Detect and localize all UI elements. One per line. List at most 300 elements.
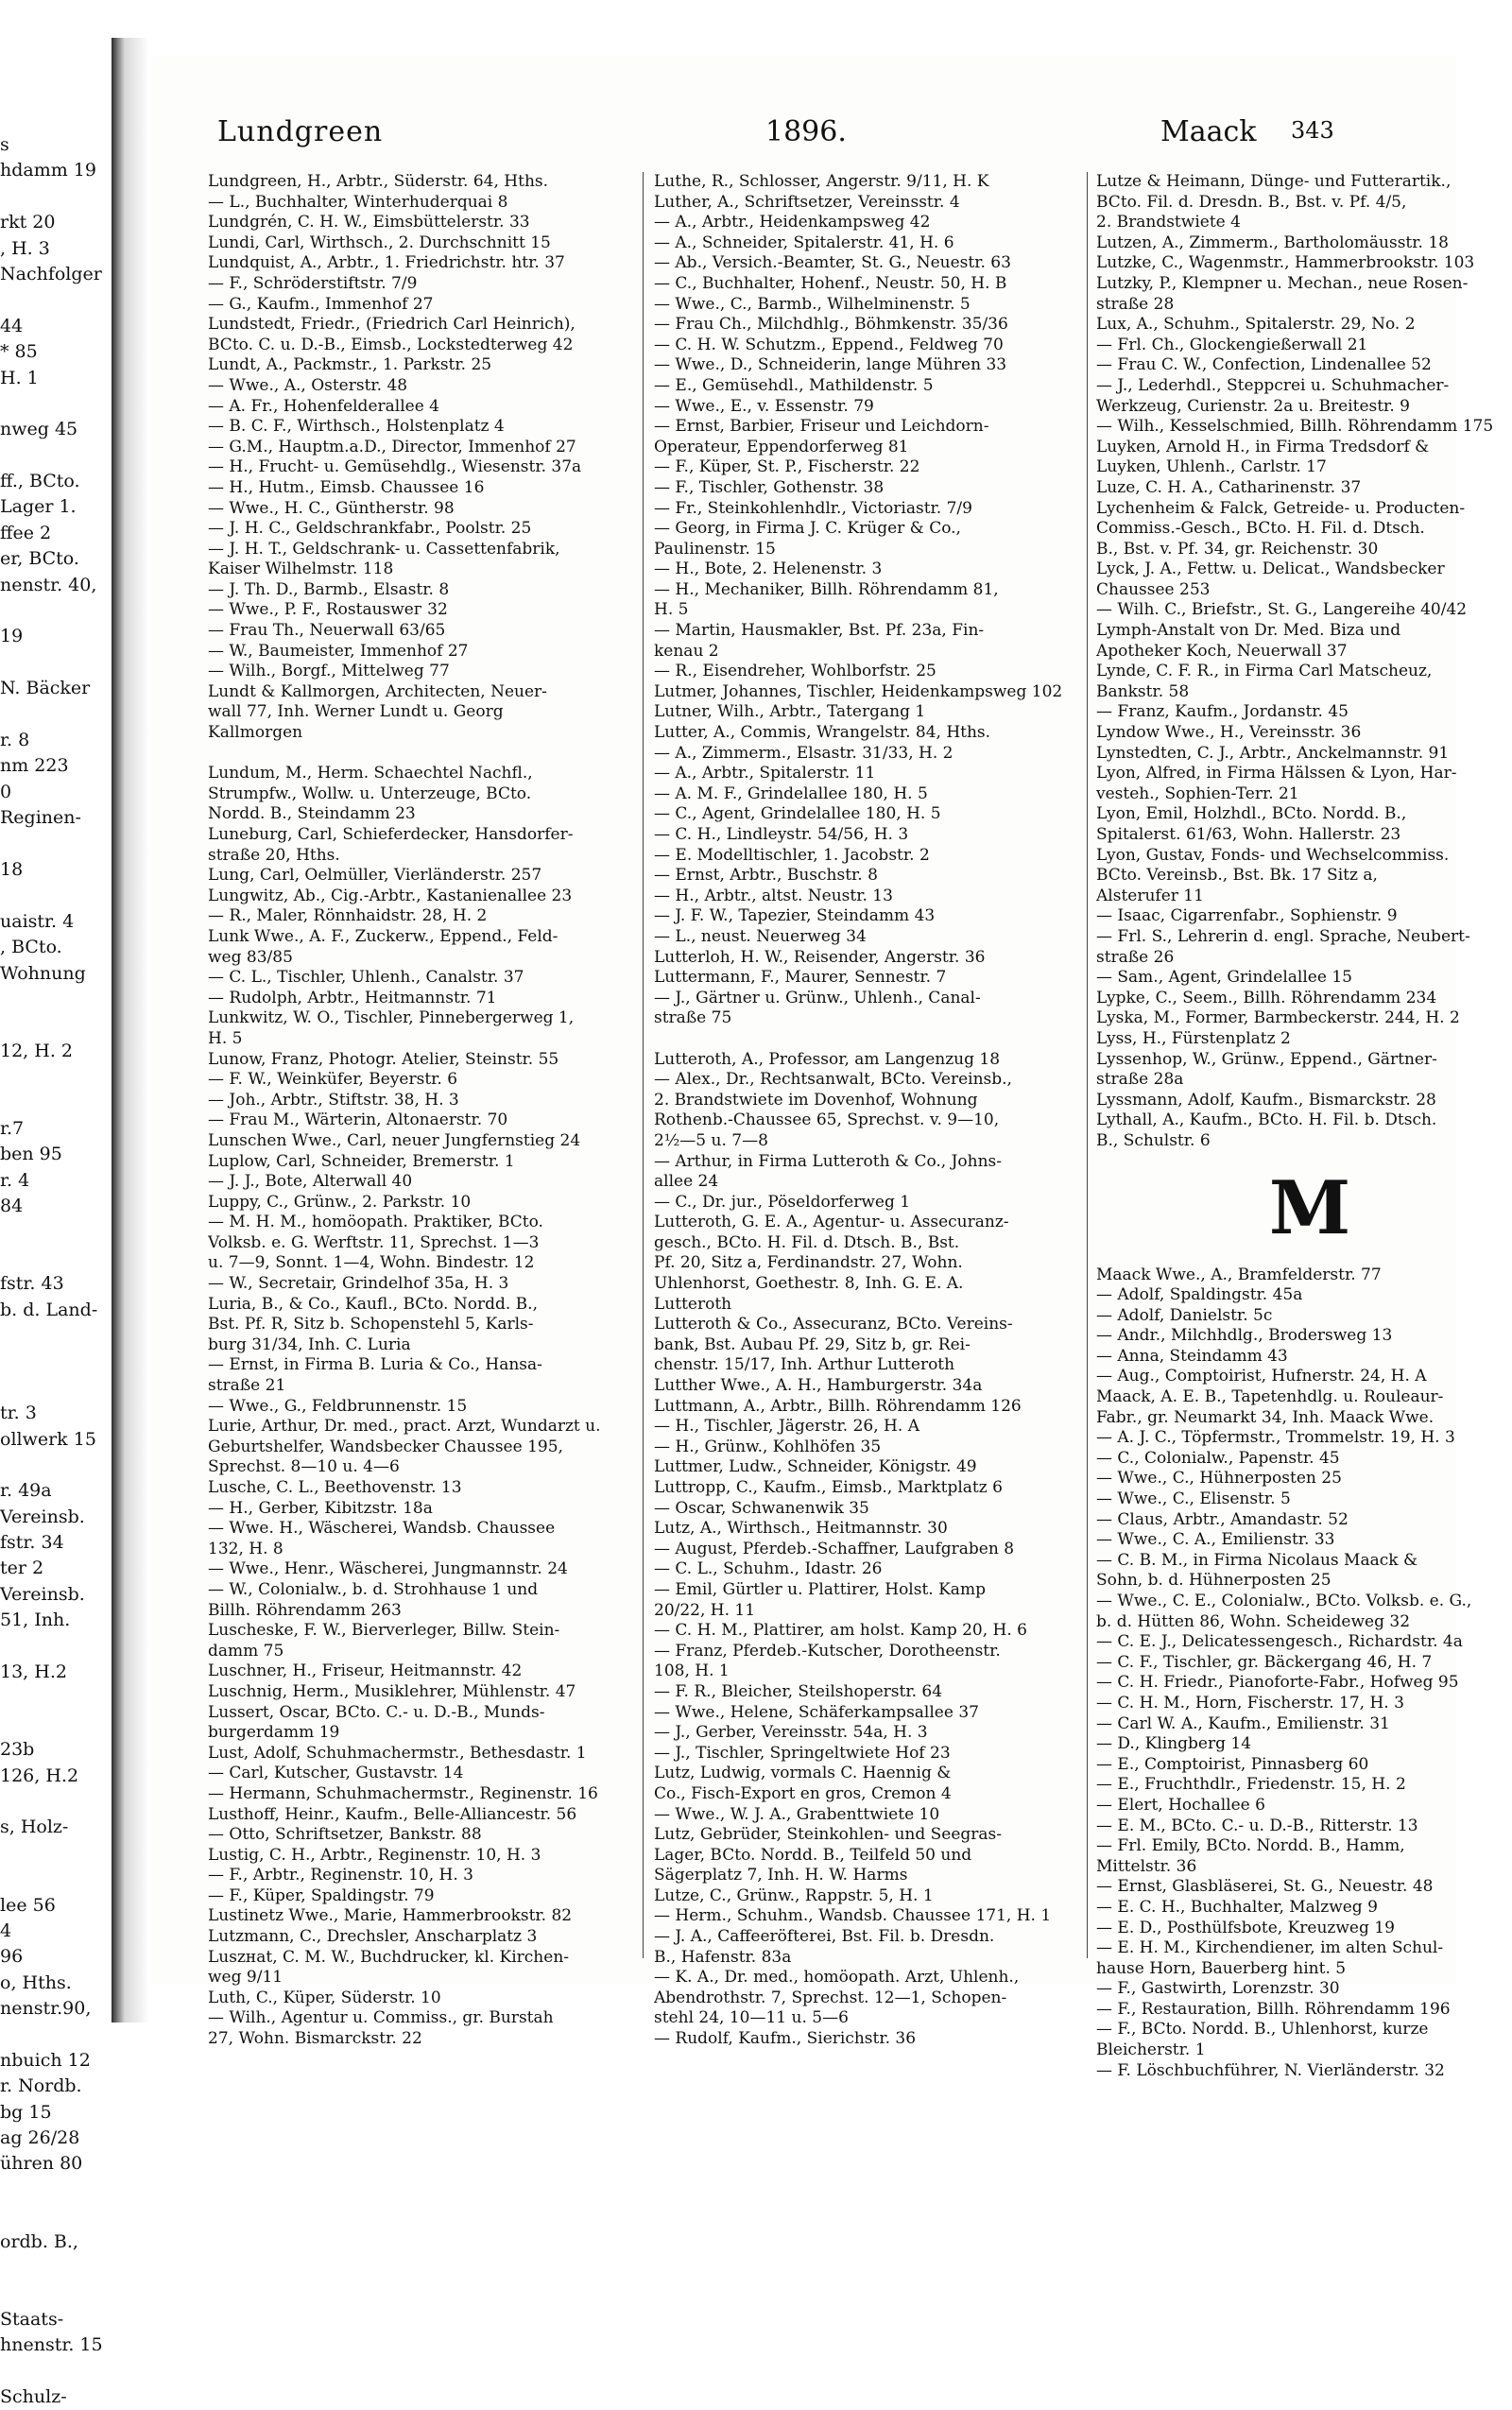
directory-entry-line: — Frau Th., Neuerwall 63/65: [208, 621, 446, 641]
directory-entry-line: Lutzen, A., Zimmerm., Bartholomäusstr. 18: [1096, 232, 1449, 252]
directory-entry-line: Bankstr. 58: [1096, 681, 1190, 701]
prev-page-line: Nachfolger: [0, 263, 102, 284]
directory-entry-line: — Joh., Arbtr., Stiftstr. 38, H. 3: [208, 1090, 459, 1110]
prev-page-line: [0, 2359, 123, 2384]
directory-entry-line: — C. E. J., Delicatessengesch., Richardstr. 4a: [1096, 1632, 1463, 1652]
prev-page-line: uaistr. 4: [0, 910, 75, 932]
prev-page-line: [0, 1012, 123, 1038]
directory-entry-line: — Andr., Milchhdlg., Brodersweg 13: [1096, 1326, 1393, 1346]
directory-entry-line: H. 5: [654, 600, 689, 620]
directory-entry-line: — Frau C. W., Confection, Lindenallee 52: [1096, 355, 1432, 375]
prev-page-line: nweg 45: [0, 419, 78, 440]
directory-entry-line: Werkzeug, Curienstr. 2a u. Breitestr. 9: [1096, 396, 1410, 416]
prev-page-line: r. 4: [0, 1169, 30, 1191]
directory-entry-line: — Ernst, Barbier, Friseur und Leichdorn-: [654, 417, 989, 437]
directory-entry-line: — Hermann, Schuhmachermstr., Reginenstr. 16: [208, 1783, 598, 1803]
directory-entry-line: Lyon, Emil, Holzhdl., BCto. Nordd. B.,: [1096, 804, 1407, 824]
directory-entry-line: Luttropp, C., Kaufm., Eimsb., Marktplatz 6: [654, 1478, 1003, 1497]
prev-page-line: er, BCto.: [0, 548, 79, 570]
directory-entry-line: — Claus, Arbtr., Amandastr. 52: [1096, 1509, 1349, 1529]
directory-entry-line: — R., Maler, Rönnhaidstr. 28, H. 2: [208, 906, 488, 926]
directory-entry-line: Kaiser Wilhelmstr. 118: [208, 559, 394, 579]
directory-entry-line: Fabr., gr. Neumarkt 34, Inh. Maack Wwe.: [1096, 1407, 1435, 1427]
directory-entry-line: — C. H. Friedr., Pianoforte-Fabr., Hofweg 95: [1096, 1673, 1459, 1693]
directory-entry-line: — Wilh., Agentur u. Commiss., gr. Burstah: [208, 2008, 554, 2028]
column-3: [1096, 172, 1512, 2081]
directory-entry-line: — Anna, Steindamm 43: [1096, 1346, 1288, 1366]
prev-page-line: [0, 184, 123, 210]
directory-entry-line: — F., Schröderstiftstr. 7/9: [208, 273, 418, 293]
prev-page-line: [0, 1064, 123, 1090]
directory-entry-line: Luschner, H., Friseur, Heitmannstr. 42: [208, 1661, 523, 1681]
directory-entry-line: Lutmer, Johannes, Tischler, Heidenkampsweg 102: [654, 681, 1063, 701]
directory-entry-line: Sprechst. 8—10 u. 4—6: [208, 1457, 400, 1477]
prev-page-line: [0, 2203, 123, 2229]
directory-entry-line: straße 75: [654, 1008, 732, 1028]
prev-page-line: [0, 1867, 123, 1892]
directory-entry-line: Lundgreen, H., Arbtr., Süderstr. 64, Hths.: [208, 172, 549, 191]
directory-entry-line: — Ernst, Arbtr., Buschstr. 8: [654, 866, 878, 886]
prev-page-line: [0, 287, 123, 313]
directory-entry-line: 2. Brandstwiete im Dovenhof, Wohnung: [654, 1090, 978, 1110]
directory-entry-line: — F. W., Weinküfer, Beyerstr. 6: [208, 1070, 458, 1090]
prev-page-line: 51, Inh.: [0, 1610, 71, 1631]
prev-page-line: Reginen-: [0, 807, 81, 829]
directory-entry-line: Luther, A., Schriftsetzer, Vereinsstr. 4: [654, 192, 960, 212]
prev-page-line: N. Bäcker: [0, 678, 91, 699]
directory-entry-line: bank, Bst. Aubau Pf. 29, Sitz b, gr. Rei-: [654, 1334, 971, 1354]
prev-page-line: 13, H.2: [0, 1661, 67, 1683]
directory-entry-line: Lychenheim & Falck, Getreide- u. Producten-: [1096, 498, 1466, 518]
prev-page-line: ffee 2: [0, 522, 52, 543]
directory-entry-line: Luria, B., & Co., Kaufl., BCto. Nordd. B.,: [208, 1294, 538, 1314]
directory-entry-line: — F. Löschbuchführer, N. Vierländerstr. 32: [1096, 2060, 1445, 2080]
directory-entry-line: Lyon, Gustav, Fonds- und Wechselcommiss.: [1096, 845, 1450, 865]
directory-entry-line: — Franz, Pferdeb.-Kutscher, Dorotheenstr.: [654, 1641, 1001, 1661]
directory-entry-line: straße 28a: [1096, 1070, 1184, 1090]
prev-page-line: [0, 2023, 123, 2048]
directory-entry-line: Lunschen Wwe., Carl, neuer Jungfernstieg 24: [208, 1130, 581, 1150]
directory-entry-line: — Ernst, Glasbläserei, St. G., Neuestr. 48: [1096, 1877, 1434, 1897]
directory-entry-line: — H., Arbtr., altst. Neustr. 13: [654, 886, 893, 905]
prev-page-line: Staats-: [0, 2308, 64, 2330]
directory-entry-line: — L., Buchhalter, Winterhuderquai 8: [208, 192, 508, 212]
directory-entry-line: Lypke, C., Seem., Billh. Röhrendamm 234: [1096, 988, 1437, 1007]
directory-entry-line: Luth, C., Küper, Süderstr. 10: [208, 1988, 441, 2007]
directory-entry-line: Lunk Wwe., A. F., Zuckerw., Eppend., Feld-: [208, 926, 558, 946]
directory-entry-line: Volksb. e. G. Werftstr. 11, Sprechst. 1—3: [208, 1232, 540, 1252]
directory-entry-line: Geburtshelfer, Wandsbecker Chaussee 195,: [208, 1437, 563, 1456]
prev-page-line: nenstr.90,: [0, 1998, 92, 2020]
directory-entry-line: — W., Secretair, Grindelhof 35a, H. 3: [208, 1274, 509, 1294]
directory-entry-line: BCto. Fil. d. Dresdn. B., Bst. v. Pf. 4/5,: [1096, 192, 1407, 212]
directory-entry-line: Sägerplatz 7, Inh. H. W. Harms: [654, 1866, 908, 1885]
prev-page-line: [0, 1090, 123, 1115]
directory-entry-line: — Elert, Hochallee 6: [1096, 1795, 1265, 1815]
directory-entry-line: Lyck, J. A., Fettw. u. Delicat., Wandsbecker: [1096, 559, 1445, 579]
directory-entry-line: — Wwe., E., v. Essenstr. 79: [654, 396, 874, 416]
directory-entry-line: — M. H. M., homöopath. Praktiker, BCto.: [208, 1213, 543, 1232]
directory-entry-line: Lung, Carl, Oelmüller, Vierländerstr. 257: [208, 866, 542, 886]
directory-entry-line: — C. L., Tischler, Uhlenh., Canalstr. 37: [208, 968, 524, 988]
directory-entry-line: — Wwe., C., Elisenstr. 5: [1096, 1489, 1291, 1509]
directory-entry-line: Lutz, Ludwig, vormals C. Haennig &: [654, 1764, 952, 1783]
prev-page-line: bg 15: [0, 2101, 52, 2123]
prev-page-line: [0, 1453, 123, 1478]
prev-page-line: Vereinsb.: [0, 1583, 85, 1605]
directory-entry-line: Lythall, A., Kaufm., BCto. H. Fil. b. Dtsch.: [1096, 1110, 1437, 1130]
directory-entry-line: straße 21: [208, 1376, 286, 1396]
directory-entry-line: — Herm., Schuhm., Wandsb. Chaussee 171, H. 1: [654, 1906, 1052, 1926]
directory-entry-line: — B. C. F., Wirthsch., Holstenplatz 4: [208, 417, 505, 437]
directory-entry-line: — C., Buchhalter, Hohenf., Neustr. 50, H. B: [654, 273, 1007, 293]
directory-entry-line: — August, Pferdeb.-Schaffner, Laufgraben 8: [654, 1539, 1015, 1558]
directory-entry-line: Lundquist, A., Arbtr., 1. Friedrichstr. htr. 37: [208, 253, 565, 273]
prev-page-line: [0, 443, 123, 469]
directory-entry-line: Luttermann, F., Maurer, Sennestr. 7: [654, 968, 947, 988]
directory-entry-line: — J. A., Caffeeröfterei, Bst. Fil. b. Dresdn.: [654, 1927, 995, 1947]
directory-entry-line: — Wilh., Borgf., Mittelweg 77: [208, 662, 450, 681]
directory-entry-line: Lyndow Wwe., H., Vereinsstr. 36: [1096, 723, 1362, 743]
directory-entry-line: Luze, C. H. A., Catharinenstr. 37: [1096, 477, 1362, 497]
prev-page-line: [0, 1246, 123, 1271]
directory-entry-line: — E., Comptoirist, Pinnasberg 60: [1096, 1754, 1369, 1774]
directory-entry-line: u. 7—9, Sonnt. 1—4, Wohn. Bindestr. 12: [208, 1253, 535, 1273]
directory-entry-line: — Frau M., Wärterin, Altonaerstr. 70: [208, 1110, 508, 1130]
running-head-year: 1896.: [765, 115, 847, 148]
directory-entry-line: Lyss, H., Fürstenplatz 2: [1096, 1028, 1291, 1048]
directory-entry-line: Luschnig, Herm., Musiklehrer, Mühlenstr. 47: [208, 1681, 576, 1701]
prev-page-line: * 85: [0, 341, 38, 363]
directory-entry-line: — A. Fr., Hohenfelderallee 4: [208, 396, 439, 416]
prev-page-line: hdamm 19: [0, 160, 96, 181]
directory-entry-line: B., Hafenstr. 83a: [654, 1947, 792, 1967]
directory-entry-line: Lust, Adolf, Schuhmachermstr., Bethesdastr. 1: [208, 1743, 587, 1763]
directory-entry-line: Lutzke, C., Wagenmstr., Hammerbrookstr. 103: [1096, 253, 1475, 273]
prev-page-line: lee 56: [0, 1894, 56, 1916]
directory-entry-line: — H., Mechaniker, Billh. Röhrendamm 81,: [654, 579, 999, 599]
prev-page-line: s, Holz-: [0, 1816, 69, 1838]
directory-entry-line: Lutze & Heimann, Dünge- und Futterartik.,: [1096, 172, 1452, 191]
directory-entry-line: — Georg, in Firma J. C. Krüger & Co.,: [654, 519, 961, 539]
directory-entry-line: — Isaac, Cigarrenfabr., Sophienstr. 9: [1096, 906, 1398, 926]
directory-entry-line: Lynde, C. F. R., in Firma Carl Matscheuz,: [1096, 662, 1433, 681]
prev-page-line: nbuich 12: [0, 2049, 91, 2071]
directory-entry-line: Pf. 20, Sitz a, Ferdinandstr. 27, Wohn.: [654, 1253, 963, 1273]
prev-page-line: [0, 2281, 123, 2306]
directory-entry-line: — W., Baumeister, Immenhof 27: [208, 641, 469, 661]
directory-entry-line: — Wwe., P. F., Rostauswег 32: [208, 600, 448, 620]
directory-entry-line: — Wwe., C. A., Emilienstr. 33: [1096, 1530, 1335, 1550]
directory-entry-line: — Martin, Hausmakler, Bst. Pf. 23a, Fin-: [654, 621, 985, 641]
directory-entry-line: 2½—5 u. 7—8: [654, 1130, 768, 1150]
prev-page-line: [0, 1375, 123, 1401]
directory-entry-line: allee 24: [654, 1172, 719, 1192]
directory-entry-line: BCto. Vereinsb., Bst. Bk. 17 Sitz a,: [1096, 866, 1378, 886]
directory-entry-line: — Wwe., W. J. A., Grabenttwiete 10: [654, 1804, 940, 1824]
prev-page-line: s: [0, 134, 9, 155]
section-letter-m: M: [1268, 1164, 1351, 1251]
directory-entry-line: — A., Arbtr., Spitalerstr. 11: [654, 764, 876, 783]
directory-entry-line: BCto. C. u. D.-B., Eimsb., Lockstedterweg 42: [208, 335, 574, 354]
directory-entry-line: Lundum, M., Herm. Schaechtel Nachfl.,: [208, 764, 533, 783]
directory-entry-line: — Sam., Agent, Grindelallee 15: [1096, 968, 1352, 988]
directory-entry-line: — Otto, Schriftsetzer, Bankstr. 88: [208, 1825, 482, 1845]
prev-page-line: [0, 1685, 123, 1711]
directory-entry-line: — C. H. M., Horn, Fischerstr. 17, H. 3: [1096, 1693, 1404, 1713]
directory-entry-line: — H., Gerber, Kibitzstr. 18a: [208, 1498, 433, 1518]
directory-entry-line: Apotheker Koch, Neuerwall 37: [1096, 641, 1348, 661]
directory-entry-line: — Wwe., Helene, Schäferkampsallee 37: [654, 1702, 979, 1722]
directory-entry-line: 20/22, H. 11: [654, 1600, 756, 1620]
directory-entry-line: Lutz, A., Wirthsch., Heitmannstr. 30: [654, 1519, 948, 1539]
directory-entry-line: — E. M., BCto. C.- u. D.-B., Ritterstr. 13: [1096, 1816, 1418, 1835]
directory-entry-line: Chaussee 253: [1096, 579, 1211, 599]
directory-entry-line: Lutner, Wilh., Arbtr., Tatergang 1: [654, 702, 926, 722]
directory-entry-line: — C. H., Lindleystr. 54/56, H. 3: [654, 825, 909, 844]
prev-page-line: 23b: [0, 1739, 35, 1761]
directory-entry-line: [654, 1029, 1077, 1050]
prev-page-line: ben 95: [0, 1144, 62, 1165]
page-number: 343: [1291, 117, 1334, 144]
prev-page-line: , BCto.: [0, 937, 62, 958]
directory-entry-line: Lustig, C. H., Arbtr., Reginenstr. 10, H. 3: [208, 1845, 541, 1865]
directory-entry-line: Paulinenstr. 15: [654, 539, 776, 559]
directory-entry-line: — C., Agent, Grindelallee 180, H. 5: [654, 804, 941, 824]
directory-entry-line: — G., Kaufm., Immenhof 27: [208, 294, 434, 314]
directory-entry-line: — F., BCto. Nordd. B., Uhlenhorst, kurze: [1096, 2020, 1429, 2040]
directory-entry-line: — J. F. W., Tapezier, Steindamm 43: [654, 906, 936, 926]
directory-entry-line: Lutterloh, H. W., Reisender, Angerstr. 36: [654, 947, 986, 967]
prev-page-line: 96: [0, 1946, 24, 1968]
prev-page-line: nm 223: [0, 755, 69, 777]
directory-entry-line: Lussert, Oscar, BCto. C.- u. D.-B., Munds-: [208, 1702, 545, 1722]
directory-entry-line: — Wwe., C., Hühnerposten 25: [1096, 1469, 1342, 1489]
prev-page-line: Schulz-: [0, 2385, 67, 2407]
directory-entry-line: b. d. Hütten 86, Wohn. Scheideweg 32: [1096, 1611, 1411, 1631]
prev-page-line: 19: [0, 626, 24, 647]
directory-entry-line: straße 26: [1096, 947, 1175, 967]
prev-page-line: r. 8: [0, 729, 30, 750]
prev-page-line: [0, 391, 123, 417]
directory-entry-line: — J., Tischler, Springeltwiete Hof 23: [654, 1743, 951, 1763]
prev-page-line: [0, 2255, 123, 2281]
directory-entry-line: Lyska, M., Former, Barmbeckerstr. 244, H. 2: [1096, 1008, 1460, 1028]
directory-entry-line: — A. M. F., Grindelallee 180, H. 5: [654, 783, 928, 803]
directory-entry-line: Luscheske, F. W., Bierverleger, Billw. Stein-: [208, 1621, 560, 1641]
directory-entry-line: — Aug., Comptoirist, Hufnerstr. 24, H. A: [1096, 1367, 1427, 1386]
directory-entry-line: — J., Gerber, Vereinsstr. 54a, H. 3: [654, 1723, 928, 1743]
directory-entry-line: — D., Klingberg 14: [1096, 1734, 1252, 1754]
directory-entry-line: Luyken, Arnold H., in Firma Tredsdorf &: [1096, 437, 1430, 456]
prev-page-line: ollwerk 15: [0, 1428, 96, 1450]
directory-entry-line: — Wwe., D., Schneiderin, lange Mühren 33: [654, 355, 1007, 375]
directory-entry-line: — F., Küper, Spaldingstr. 79: [208, 1885, 435, 1905]
directory-entry-line: Lusche, C. L., Beethovenstr. 13: [208, 1478, 462, 1497]
directory-entry-line: Uhlenhorst, Goethestr. 8, Inh. G. E. A.: [654, 1274, 964, 1294]
prev-page-line: Lager 1.: [0, 496, 77, 518]
prev-page-line: [0, 987, 123, 1012]
directory-entry-line: — H., Frucht- u. Gemüsehdlg., Wiesenstr. 37a: [208, 457, 582, 477]
column-1: [208, 172, 635, 2050]
directory-entry-line: Commiss.-Gesch., BCto. H. Fil. d. Dtsch.: [1096, 519, 1425, 539]
directory-entry-line: Lundgrén, C. H. W., Eimsbüttelerstr. 33: [208, 213, 530, 232]
prev-page-line: ag 26/28: [0, 2127, 80, 2149]
prev-page-line: 18: [0, 858, 24, 880]
directory-entry-line: Alsterufer 11: [1096, 886, 1204, 905]
directory-entry-line: burgerdamm 19: [208, 1723, 340, 1743]
directory-entry-line: — F., Restauration, Billh. Röhrendamm 196: [1096, 1999, 1451, 2019]
prev-page-line: r.7: [0, 1117, 25, 1139]
prev-page-line: [0, 883, 123, 908]
directory-entry-line: Rothenb.-Chaussee 65, Sprechst. v. 9—10,: [654, 1110, 1000, 1130]
directory-entry-line: Lusthoff, Heinr., Kaufm., Belle-Alliancestr. 56: [208, 1804, 577, 1824]
directory-entry-line: — Wwe., A., Osterstr. 48: [208, 375, 408, 395]
directory-entry-line: Kallmorgen: [208, 723, 303, 743]
directory-entry-line: — Frl. Ch., Glockengießerwall 21: [1096, 335, 1368, 354]
directory-entry-line: — C. B. M., in Firma Nicolaus Maack &: [1096, 1550, 1418, 1570]
directory-entry-line: — Wwe., C. E., Colonialw., BCto. Volksb. e. G.,: [1096, 1592, 1472, 1610]
directory-entry-line: chenstr. 15/17, Inh. Arthur Lutteroth: [654, 1355, 955, 1375]
directory-entry-line: Bst. Pf. R, Sitz b. Schopenstehl 5, Karls-: [208, 1315, 534, 1334]
directory-entry-line: Lutze, C., Grünw., Rappstr. 5, H. 1: [654, 1885, 934, 1905]
prev-page-line: 0: [0, 781, 12, 802]
directory-entry-line: — Carl, Kutscher, Gustavstr. 14: [208, 1764, 464, 1783]
directory-entry-line: Lutzmann, C., Drechsler, Anscharplatz 3: [208, 1927, 538, 1947]
directory-entry-line: weg 9/11: [208, 1968, 284, 1988]
prev-page-line: [0, 1219, 123, 1245]
directory-entry-line: 132, H. 8: [208, 1539, 284, 1558]
directory-entry-line: — W., Colonialw., b. d. Strohhause 1 und: [208, 1579, 539, 1599]
directory-entry-line: — E., Fruchthdlr., Friedenstr. 15, H. 2: [1096, 1775, 1406, 1795]
directory-entry-line: [208, 744, 635, 765]
directory-entry-line: — Adolf, Danielstr. 5c: [1096, 1305, 1273, 1325]
column-divider: [1087, 172, 1088, 1958]
directory-entry-line: Mittelstr. 36: [1096, 1856, 1197, 1876]
prev-page-line: [0, 1634, 123, 1660]
directory-entry-line: — E., Gemüsehdl., Mathildenstr. 5: [654, 375, 934, 395]
prev-page-line: 4: [0, 1919, 12, 1941]
previous-page-fragment: [0, 132, 123, 2410]
directory-entry-line: Luyken, Uhlenh., Carlstr. 17: [1096, 457, 1327, 477]
directory-entry-line: hause Horn, Bauerberg hint. 5: [1096, 1958, 1347, 1978]
running-head-right: Maack: [1160, 115, 1257, 148]
directory-page: [151, 57, 1494, 2080]
prev-page-line: 84: [0, 1196, 24, 1217]
directory-entry-line: — J., Gärtner u. Grünw., Uhlenh., Canal-: [654, 988, 981, 1007]
directory-entry-line: Lungwitz, Ab., Cig.-Arbtr., Kastanienallee 23: [208, 886, 573, 905]
prev-page-line: [0, 1712, 123, 1737]
directory-entry-line: weg 83/85: [208, 947, 293, 967]
directory-entry-line: — F., Küper, St. P., Fischerstr. 22: [654, 457, 920, 477]
prev-page-line: [0, 832, 123, 857]
directory-entry-line: — Arthur, in Firma Lutteroth & Co., Johns-: [654, 1151, 1003, 1171]
directory-entry-line: 27, Wohn. Bismarckstr. 22: [208, 2029, 422, 2049]
directory-entry-line: B., Bst. v. Pf. 34, gr. Reichenstr. 30: [1096, 539, 1379, 559]
column-divider: [643, 172, 644, 1958]
directory-entry-line: Lutteroth, G. E. A., Agentur- u. Assecuranz-: [654, 1213, 1009, 1232]
directory-entry-line: Lux, A., Schuhm., Spitalerstr. 29, No. 2: [1096, 315, 1416, 335]
directory-entry-line: — E. D., Posthülfsbote, Kreuzweg 19: [1096, 1918, 1395, 1937]
directory-entry-line: Billh. Röhrendamm 263: [208, 1600, 402, 1620]
directory-entry-line: Lager, BCto. Nordd. B., Teilfeld 50 und: [654, 1845, 972, 1865]
directory-entry-line: — C. F., Tischler, gr. Bäckergang 46, H. 7: [1096, 1652, 1433, 1672]
directory-entry-line: — J. H. T., Geldschrank- u. Cassettenfabrik,: [208, 539, 560, 559]
directory-entry-line: Maack Wwe., A., Bramfelderstr. 77: [1096, 1265, 1382, 1284]
directory-entry-line: Luppy, C., Grünw., 2. Parkstr. 10: [208, 1192, 472, 1212]
directory-entry-line: Abendrothstr. 7, Sprechst. 12—1, Schopen-: [654, 1988, 1007, 2007]
prev-page-line: [0, 702, 123, 728]
directory-entry-line: Lustinetz Wwe., Marie, Hammerbrookstr. 82: [208, 1906, 573, 1926]
prev-page-line: rkt 20: [0, 212, 56, 233]
directory-entry-line: vestеh., Sophien-Terr. 21: [1096, 783, 1299, 803]
directory-entry-line: Lymph-Anstalt von Dr. Med. Biza und: [1096, 621, 1401, 641]
prev-page-line: [0, 598, 123, 624]
directory-entry-line: burg 31/34, Inh. C. Luria: [208, 1334, 411, 1354]
directory-entry-line: Luthe, R., Schlosser, Angerstr. 9/11, H. K: [654, 172, 989, 191]
directory-entry-line: gesch., BCto. H. Fil. d. Dtsch. B., Bst.: [654, 1232, 960, 1252]
directory-entry-line: Luttmann, A., Arbtr., Billh. Röhrendamm 126: [654, 1396, 1022, 1416]
prev-page-line: [0, 650, 123, 676]
prev-page-line: b. d. Land-: [0, 1299, 98, 1320]
prev-page-line: H. 1: [0, 367, 39, 388]
directory-entry-line: — C. L., Schuhm., Idastr. 26: [654, 1559, 883, 1579]
directory-entry-line: stehl 24, 10—11 u. 5—6: [654, 2008, 849, 2028]
prev-page-line: r. Nordb.: [0, 2075, 82, 2097]
directory-entry-line: straße 20, Hths.: [208, 845, 340, 865]
directory-entry-line: — R., Eisendreher, Wohlborfstr. 25: [654, 662, 936, 681]
directory-entry-line: — J. J., Bote, Alterwall 40: [208, 1172, 413, 1192]
directory-entry-line: Lunkwitz, W. O., Tischler, Pinnebergerweg 1,: [208, 1008, 575, 1028]
directory-entry-line: — Frl. S., Lehrerin d. engl. Sprache, Neubert-: [1096, 926, 1470, 946]
directory-entry-line: — Rudolf, Kaufm., Sierichstr. 36: [654, 2029, 917, 2049]
directory-entry-line: Lunow, Franz, Photogr. Atelier, Steinstr. 55: [208, 1049, 559, 1069]
prev-page-line: r. 49a: [0, 1480, 52, 1502]
directory-entry-line: Lurie, Arthur, Dr. med., pract. Arzt, Wundarzt u.: [208, 1417, 601, 1437]
directory-entry-line: — Ernst, in Firma B. Luria & Co., Hansa-: [208, 1355, 542, 1375]
prev-page-line: 126, H.2: [0, 1764, 79, 1786]
prev-page-line: ühren 80: [0, 2153, 83, 2175]
prev-page-line: , H. 3: [0, 237, 50, 259]
directory-entry-line: — F. R., Bleicher, Steilshoperstr. 64: [654, 1681, 943, 1701]
directory-entry-line: — Franz, Kaufm., Jordanstr. 45: [1096, 702, 1349, 722]
directory-entry-line: B., Schulstr. 6: [1096, 1130, 1211, 1150]
prev-page-line: o, Hths.: [0, 1971, 72, 1993]
directory-entry-line: Lutteroth, A., Professor, am Langenzug 18: [654, 1049, 1001, 1069]
directory-entry-line: Luszнat, C. M. W., Buchdrucker, kl. Kirchen-: [208, 1947, 570, 1967]
directory-entry-line: 108, H. 1: [654, 1661, 730, 1681]
directory-entry-line: Luttmer, Ludw., Schneider, Königstr. 49: [654, 1457, 977, 1477]
directory-entry-line: — J., Lederhdl., Steppcrei u. Schuhmacher-: [1096, 375, 1450, 395]
directory-entry-line: — Wwe. H., Wäscherei, Wandsb. Chaussee: [208, 1519, 556, 1539]
directory-entry-line: — C., Dr. jur., Pöseldorferweg 1: [654, 1192, 911, 1212]
directory-entry-line: — L., neust. Neuerweg 34: [654, 926, 867, 946]
directory-entry-line: H. 5: [208, 1028, 243, 1048]
prev-page-line: fstr. 43: [0, 1273, 64, 1295]
directory-entry-line: — E. H. M., Kirchendiener, im alten Schul-: [1096, 1938, 1444, 1958]
directory-entry-line: — Frl. Emily, BCto. Nordd. B., Hamm,: [1096, 1836, 1405, 1856]
directory-entry-line: Strumpfw., Wollw. u. Unterzeuge, BCto.: [208, 783, 532, 803]
directory-entry-line: — E. Modelltischler, 1. Jacobstr. 2: [654, 845, 930, 865]
directory-entry-line: Bleicherstr. 1: [1096, 2040, 1206, 2060]
prev-page-line: Wohnung: [0, 962, 86, 984]
prev-page-line: [0, 1841, 123, 1867]
directory-entry-line: 2. Brandstwiete 4: [1096, 213, 1241, 232]
directory-entry-line: — H., Hutm., Eimsb. Chaussee 16: [208, 477, 485, 497]
directory-entry-line: wall 77, Inh. Werner Lundt u. Georg: [208, 702, 504, 722]
directory-entry-line: — Adolf, Spaldingstr. 45a: [1096, 1285, 1303, 1305]
directory-entry-line: — K. A., Dr. med., homöopath. Arzt, Uhlenh.,: [654, 1968, 1020, 1988]
